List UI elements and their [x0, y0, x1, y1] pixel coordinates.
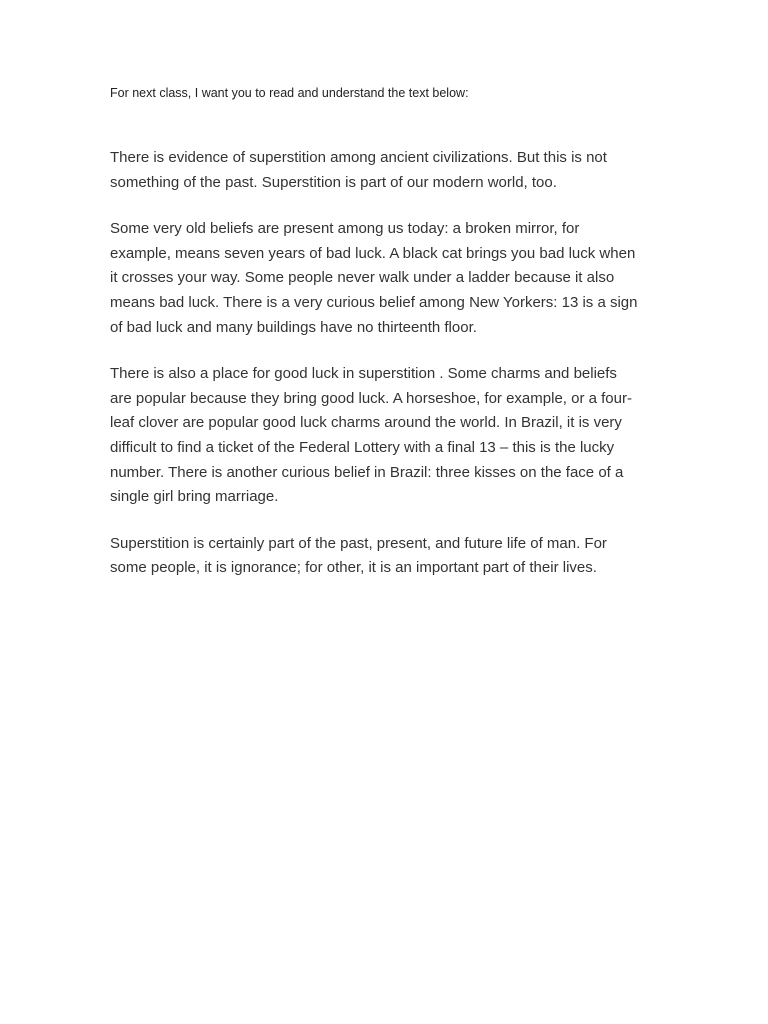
paragraph-3 — [110, 362, 662, 510]
text-line: some people, it is ignorance; for other, it is an important part of their lives. — [110, 559, 597, 577]
paragraph-1 — [110, 146, 662, 195]
text-line: single girl bring marriage. — [110, 488, 279, 506]
text-line: difficult to find a ticket of the Federal Lottery with a final 13 – this is the lucky — [110, 438, 615, 456]
reading-text — [110, 146, 662, 581]
text-line: number. There is another curious belief in Brazil: three kisses on the face of a — [110, 463, 624, 481]
text-line: of bad luck and many buildings have no thirteenth floor. — [110, 318, 477, 336]
text-line: Superstition is certainly part of the past, present, and future life of man. For — [110, 534, 607, 552]
instruction-text: For next class, I want you to read and understand the text below: — [110, 86, 469, 100]
paragraph-2 — [110, 217, 662, 340]
text-line: There is also a place for good luck in superstition . Some charms and beliefs — [110, 365, 617, 383]
text-line: something of the past. Superstition is part of our modern world, too. — [110, 173, 557, 191]
text-line: it crosses your way. Some people never walk under a ladder because it also — [110, 269, 615, 287]
text-line: are popular because they bring good luck. A horseshoe, for example, or a four- — [110, 389, 632, 407]
text-line: example, means seven years of bad luck. A black cat brings you bad luck when — [110, 244, 636, 262]
text-line: means bad luck. There is a very curious belief among New Yorkers: 13 is a sign — [110, 293, 638, 311]
text-line: There is evidence of superstition among ancient civilizations. But this is not — [110, 149, 607, 166]
paragraph-4 — [110, 532, 662, 581]
text-line: Some very old beliefs are present among us today: a broken mirror, for — [110, 220, 580, 238]
text-line: leaf clover are popular good luck charms around the world. In Brazil, it is very — [110, 414, 622, 432]
